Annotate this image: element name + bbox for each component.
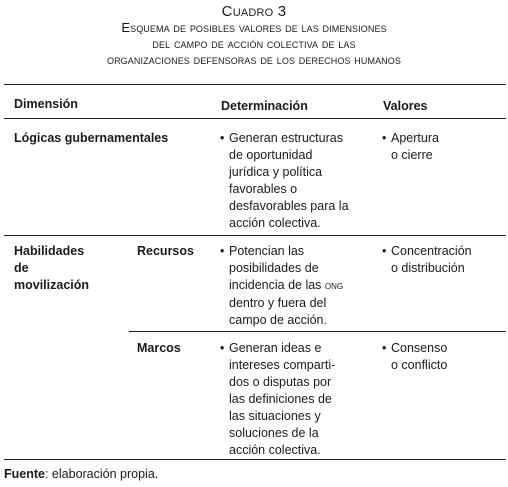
row-label-habilidades: Habilidades de movilización xyxy=(14,244,90,292)
recursos-rule xyxy=(129,331,506,332)
logicas-valores: • Apertura o cierre xyxy=(382,131,439,162)
header-determinacion: Determinación xyxy=(221,99,308,113)
source-text: : elaboración propia. xyxy=(44,467,159,481)
caption-line-1: Esquema de posibles valores de las dimensiones xyxy=(121,20,387,35)
table-caption xyxy=(0,4,508,68)
header-rule xyxy=(4,118,506,119)
bullet-marker: • xyxy=(382,244,387,258)
caption-line-3: organizaciones defensoras de los derechos humanos xyxy=(106,52,401,67)
table-number: Cuadro 3 xyxy=(221,3,287,20)
source-label: Fuente xyxy=(4,467,45,481)
source-note xyxy=(4,466,158,482)
bullet-marker: • xyxy=(382,341,387,355)
bullet-marker: • xyxy=(220,244,225,258)
header-valores: Valores xyxy=(383,99,428,113)
bullet-marker: • xyxy=(220,341,225,355)
row-label-logicas: Lógicas gubernamentales xyxy=(14,131,169,145)
subrow-label-recursos: Recursos xyxy=(137,244,194,258)
header-dimension: Dimensión xyxy=(14,97,78,111)
bottom-rule xyxy=(4,459,506,460)
subrow-label-marcos: Marcos xyxy=(137,341,181,355)
top-rule xyxy=(4,84,506,85)
recursos-valores: • Concentración o distribución xyxy=(382,244,472,275)
logicas-rule xyxy=(4,235,506,236)
marcos-valores: • Consenso o conflicto xyxy=(382,341,448,372)
caption-line-2: del campo de acción colectiva de las xyxy=(152,36,356,51)
bullet-marker: • xyxy=(220,131,225,145)
logicas-determinacion: • Generan estructuras de oportunidad jurídica y política favorables o desfavorables para la acción colectiva. xyxy=(220,131,349,230)
bullet-marker: • xyxy=(382,131,387,145)
ong-abbreviation: ong xyxy=(324,280,344,292)
recursos-determinacion: • Potencian las posibilidades de incidencia de las ong dentro y fuera del campo de acción. xyxy=(220,244,344,327)
marcos-determinacion: • Generan ideas e intereses comparti- dos o disputas por las definiciones de las situaciones y soluciones de la acción colectiva. xyxy=(220,341,336,457)
